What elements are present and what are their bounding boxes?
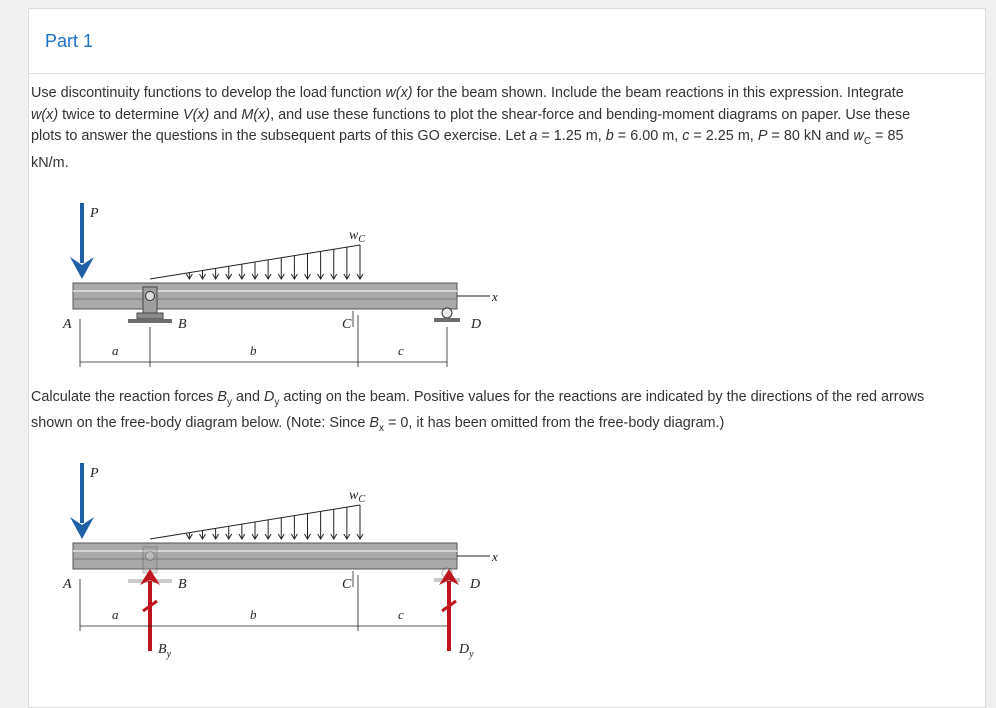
beam: [73, 283, 457, 309]
label-b-point: B: [178, 577, 187, 592]
label-a-dim: a: [112, 607, 119, 622]
roller-support-d: [434, 308, 460, 322]
label-d-point: D: [471, 317, 482, 332]
label-c-dim: c: [398, 343, 404, 358]
label-b-point: B: [178, 317, 187, 332]
label-a-point: A: [63, 577, 72, 592]
label-b-dim: b: [250, 343, 257, 358]
label-by: $B_y$: [158, 642, 172, 660]
label-a-dim: a: [112, 343, 119, 358]
free-body-diagram: [0, 455, 996, 675]
part-header[interactable]: [29, 9, 985, 74]
label-x: x: [492, 289, 498, 304]
label-wc: $w_C$: [349, 228, 366, 245]
label-dy: $D_y$: [459, 642, 474, 660]
label-c-dim: c: [398, 607, 404, 622]
reactions-statement: Calculate the reaction forces $B_y$ and $D_y$ acting on the beam. Positive values for the reactions are indicated by the directions of the red arrows shown on the free-body diagram below. (Note: Since $B_x = 0$, it has been omitted from the free-body diagram.): [31, 389, 925, 435]
label-p: P: [90, 206, 99, 221]
label-a-point: A: [63, 317, 72, 332]
problem-statement: Use discontinuity functions to develop the load function w(x) for the beam shown. Include the beam reactions in this expression. Integrate w(x) twice to determine V(x) and M(x), and use these functions to plot the shear-force and bending-moment diagrams on paper. Use these plots to answer the questions in the subsequent parts of this GO exercise. Let a = 1.25 m, b = 6.00 m, c = 2.25 m, P = 80 kN and $w_C = 85$ kN/m.: [31, 85, 911, 171]
label-c-point: C: [342, 577, 352, 592]
label-b-dim: b: [250, 607, 257, 622]
beam: [73, 543, 457, 569]
label-d-point: D: [470, 577, 481, 592]
label-wc: $w_C$: [349, 488, 366, 505]
beam-diagram: [0, 195, 996, 375]
dist-load-arrows: [186, 245, 363, 279]
part-title[interactable]: Part 1: [45, 31, 94, 51]
label-p: P: [90, 466, 99, 481]
label-c-point: C: [342, 317, 352, 332]
label-x: x: [492, 549, 498, 564]
dist-load-arrows: [186, 505, 363, 539]
